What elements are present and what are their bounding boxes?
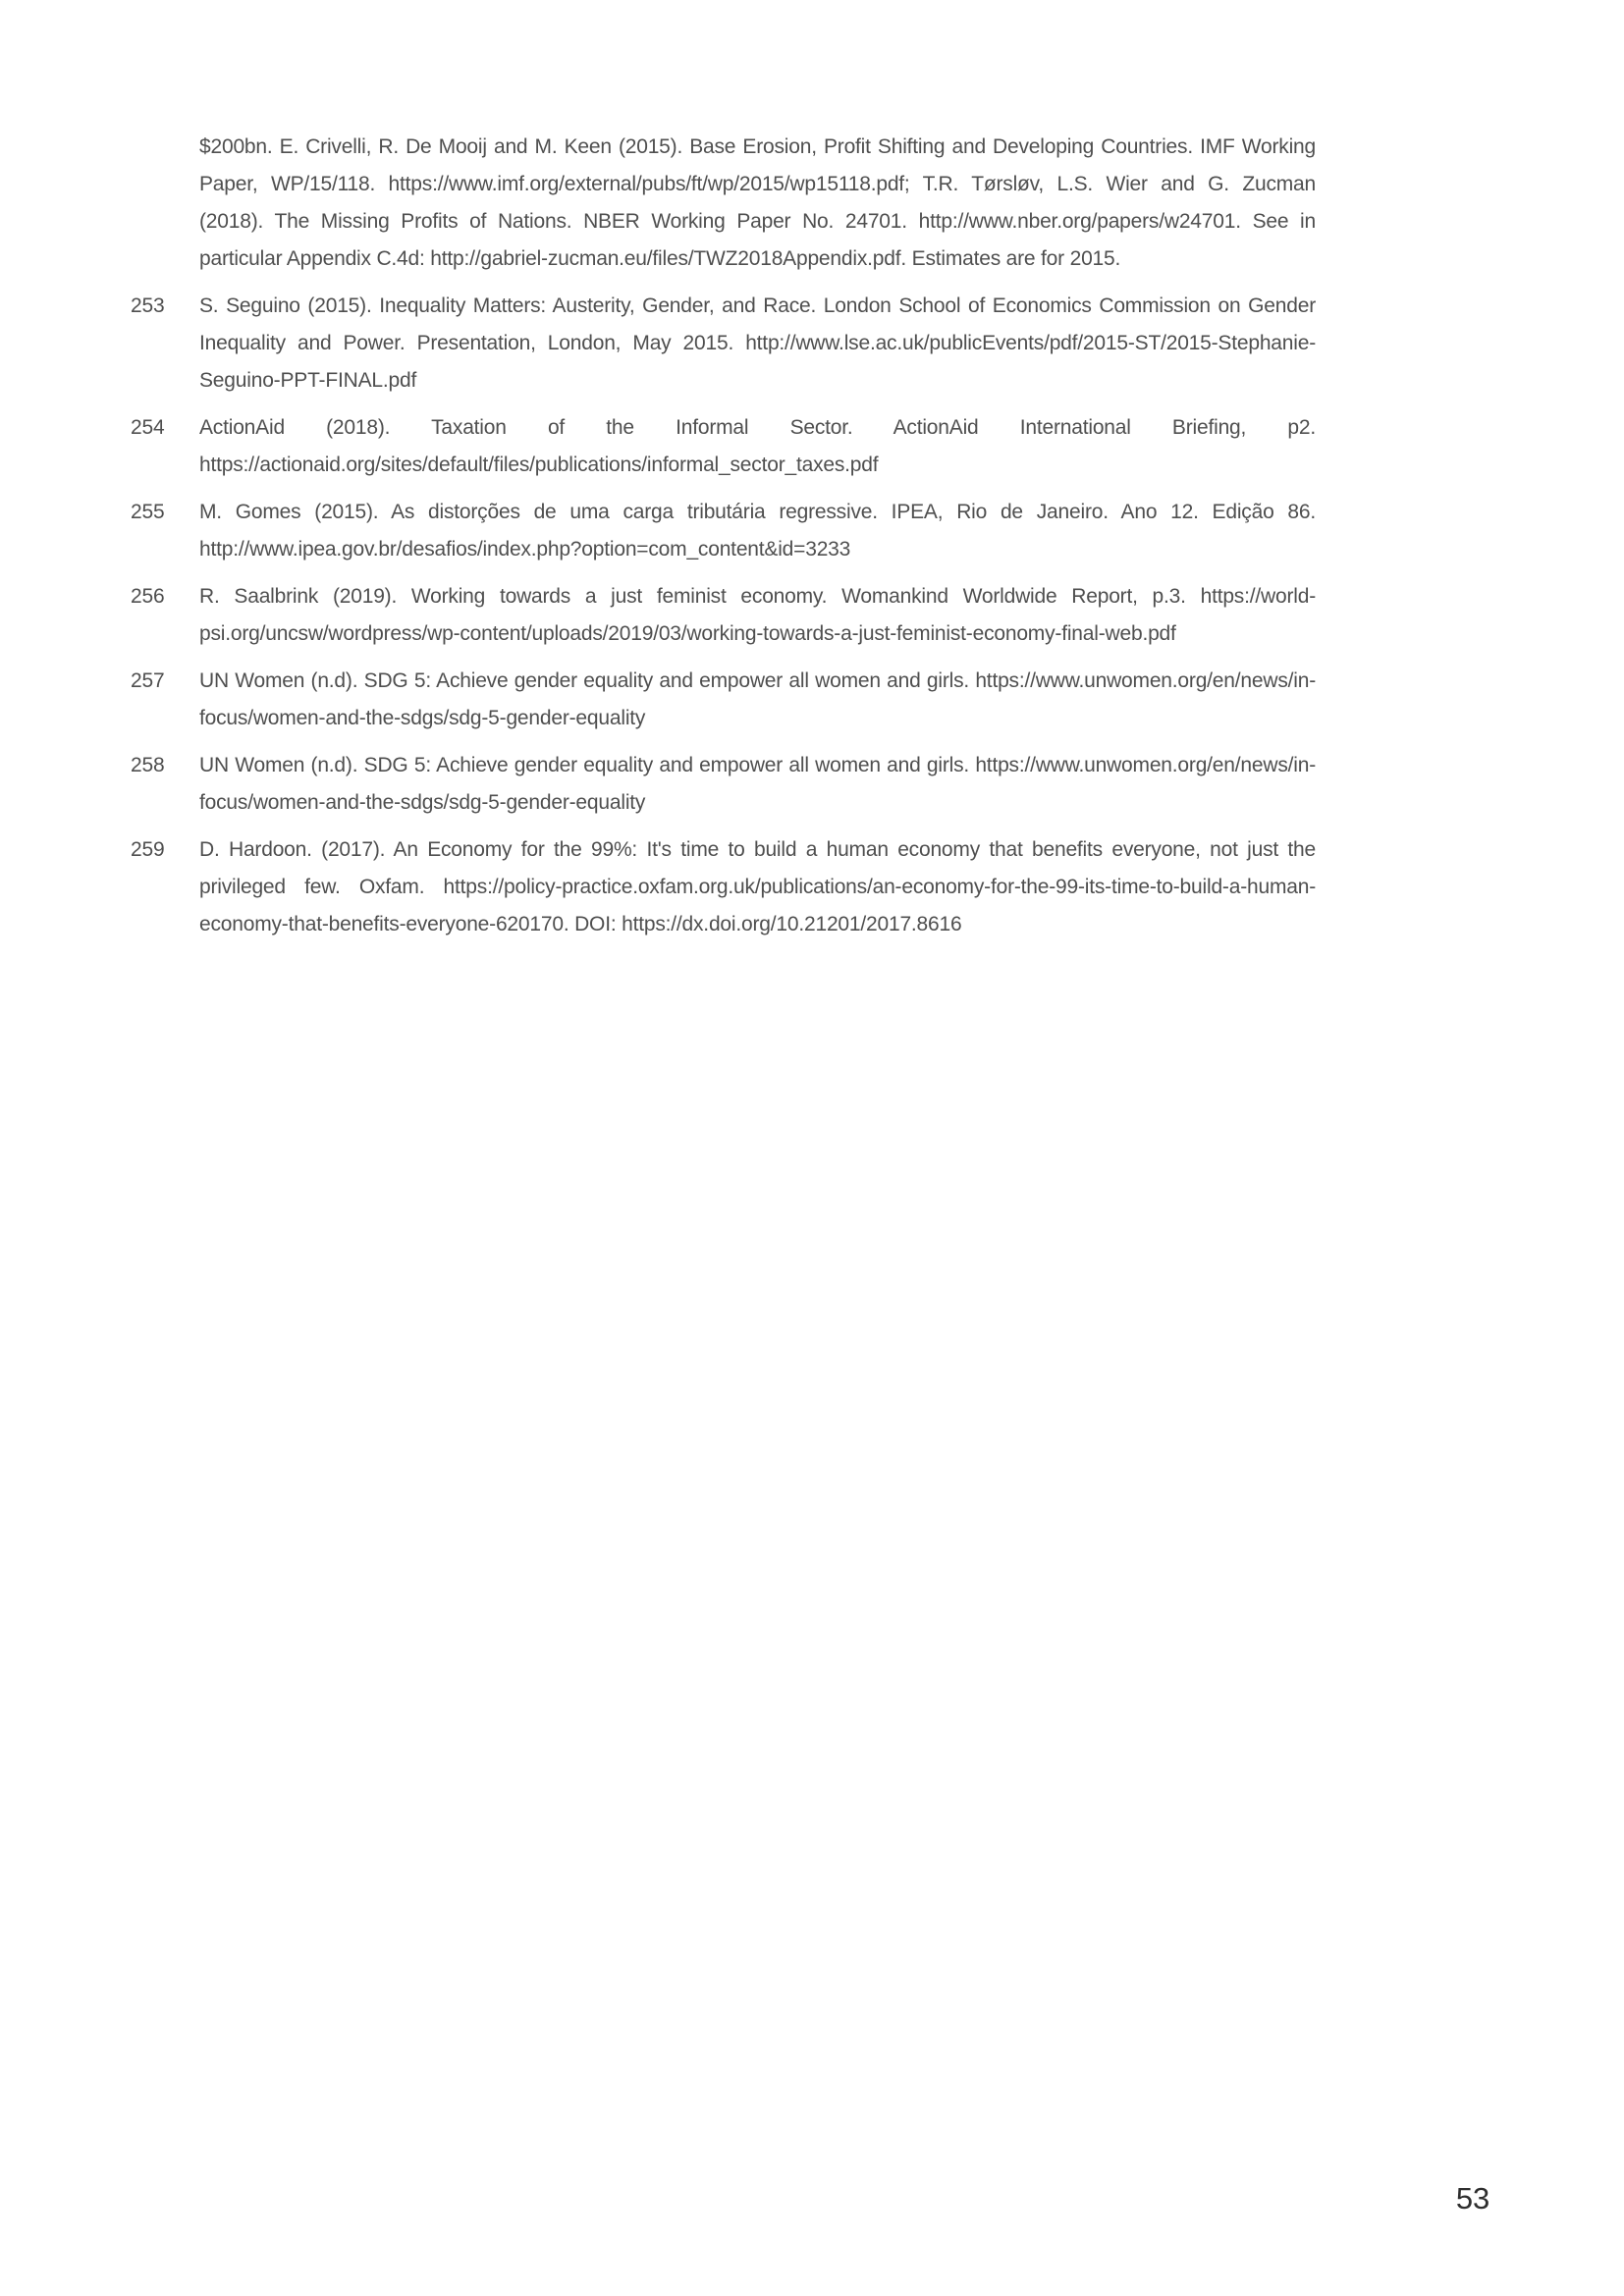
- reference-number: 256: [131, 585, 165, 608]
- reference-entry: [131, 831, 1316, 943]
- reference-entry: [131, 747, 1316, 822]
- reference-entry: [131, 663, 1316, 737]
- reference-entry: [131, 288, 1316, 400]
- reference-number: 254: [131, 416, 165, 439]
- reference-text: M. Gomes (2015). As distorções de uma carga tributária regressive. IPEA, Rio de Janeiro. Ano 12. Edição 86. http://www.ipea.gov.br/desafios/index.php?option=com_content&id=3233: [199, 501, 1316, 561]
- reference-number: 255: [131, 501, 165, 523]
- reference-entry: [131, 578, 1316, 653]
- reference-number: 258: [131, 754, 165, 776]
- page-number: 53: [1455, 2181, 1489, 2216]
- reference-entry: [131, 494, 1316, 568]
- reference-text: UN Women (n.d). SDG 5: Achieve gender equality and empower all women and girls. https://www.unwomen.org/en/news/in-focus/women-and-the-sdgs/sdg-5-gender-equality: [199, 754, 1316, 814]
- reference-entry: [131, 409, 1316, 484]
- reference-text: R. Saalbrink (2019). Working towards a just feminist economy. Womankind Worldwide Report, p.3. https://world-psi.org/uncsw/wordpress/wp-content/uploads/2019/03/working-towards-a-just-feminist-economy-final-web.pdf: [199, 585, 1316, 645]
- reference-text: UN Women (n.d). SDG 5: Achieve gender equality and empower all women and girls. https://www.unwomen.org/en/news/in-focus/women-and-the-sdgs/sdg-5-gender-equality: [199, 669, 1316, 729]
- reference-number: 259: [131, 838, 165, 861]
- reference-text: ActionAid (2018). Taxation of the Informal Sector. ActionAid International Briefing, p2. https://actionaid.org/sites/default/files/publications/informal_sector_taxes.pdf: [199, 416, 1316, 476]
- reference-number: [131, 129, 199, 278]
- reference-text: S. Seguino (2015). Inequality Matters: Austerity, Gender, and Race. London School of Economics Commission on Gender Inequality and Power. Presentation, London, May 2015. http://www.lse.ac.uk/publicEvents/pdf/2015-ST/2015-Stephanie-Seguino-PPT-FINAL.pdf: [199, 294, 1316, 392]
- reference-text: $200bn. E. Crivelli, R. De Mooij and M. Keen (2015). Base Erosion, Profit Shifting and Developing Countries. IMF Working Paper, WP/15/118. https://www.imf.org/external/pubs/ft/wp/2015/wp15118.pdf; T.R. Tørsløv, L.S. Wier and G. Zucman (2018). The Missing Profits of Nations. NBER Working Paper No. 24701. http://www.nber.org/papers/w24701. See in particular Appendix C.4d: http://gabriel-zucman.eu/files/TWZ2018Appendix.pdf. Estimates are for 2015.: [199, 135, 1316, 270]
- reference-continuation: [131, 129, 1316, 278]
- references-list: [131, 129, 1316, 953]
- reference-text: D. Hardoon. (2017). An Economy for the 99%: It's time to build a human economy that benefits everyone, not just the privileged few. Oxfam. https://policy-practice.oxfam.org.uk/publications/an-economy-for-the-99-its-time-to-build-a-human-economy-that-benefits-everyone-620170. DOI: https://dx.doi.org/10.21201/2017.8616: [199, 838, 1316, 935]
- reference-number: 257: [131, 669, 165, 692]
- reference-number: 253: [131, 294, 165, 317]
